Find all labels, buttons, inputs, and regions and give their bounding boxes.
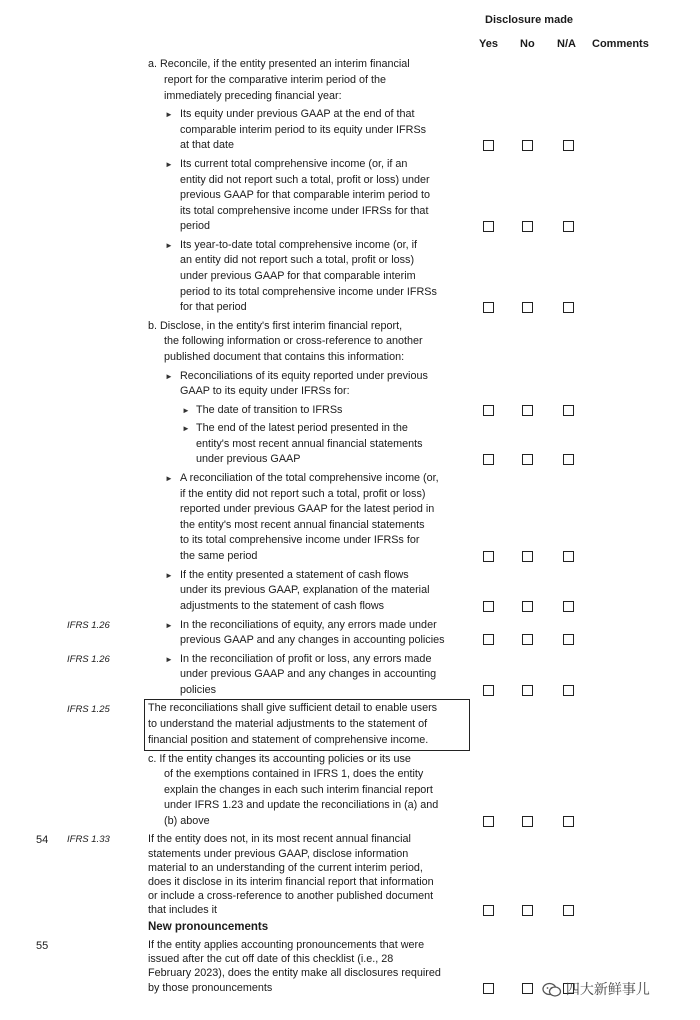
ifrs-reference: IFRS 1.26: [67, 654, 110, 665]
column-no-header: No: [520, 38, 535, 50]
item-b-b3-line-3: adjustments to the statement of cash flows: [180, 600, 385, 612]
item-54-line-2: statements under previous GAAP, disclose information: [148, 848, 409, 860]
watermark-text: 四大新鲜事儿: [565, 981, 650, 997]
item-b-b5-line-2: under previous GAAP and any changes in accounting: [180, 668, 437, 680]
yes-checkbox[interactable]: [483, 983, 494, 994]
item-b-b5-line-1: In the reconciliation of profit or loss, any errors made: [180, 653, 432, 665]
item-b-line-2: the following information or cross-reference to another: [164, 335, 423, 347]
item-b-b3-line-1: If the entity presented a statement of cash flows: [180, 569, 409, 581]
no-checkbox[interactable]: [522, 816, 533, 827]
yes-checkbox[interactable]: [483, 454, 494, 465]
item-b-b3-line-2: under its previous GAAP, explanation of the material: [180, 584, 430, 596]
na-checkbox[interactable]: [563, 454, 574, 465]
boxed-note-line-1: The reconciliations shall give sufficient detail to enable users: [148, 702, 438, 714]
new-pronouncements-heading: New pronouncements: [148, 921, 269, 933]
item-c-line-4: under IFRS 1.23 and update the reconciliations in (a) and: [164, 799, 439, 811]
item-b-b1b-line-3: under previous GAAP: [196, 453, 301, 465]
na-checkbox[interactable]: [563, 221, 574, 232]
no-checkbox[interactable]: [522, 405, 533, 416]
no-checkbox[interactable]: [522, 634, 533, 645]
item-55-line-3: February 2023), does the entity make all disclosures required: [148, 967, 441, 979]
bullet-arrow-icon: ►: [165, 110, 173, 119]
ifrs-reference: IFRS 1.33: [67, 834, 110, 845]
ifrs-reference: IFRS 1.25: [67, 704, 110, 715]
sub-bullet-arrow-icon: ►: [182, 424, 190, 433]
item-a-b2-line-5: period: [180, 220, 211, 232]
item-54-line-4: does it disclose in its interim financial report that information: [148, 876, 434, 888]
item-b-b4-line-2: previous GAAP and any changes in accounting policies: [180, 634, 445, 646]
item-a-b3-line-4: period to its total comprehensive income under IFRSs: [180, 286, 437, 298]
item-b-line-1: b. Disclose, in the entity's first interim financial report,: [148, 320, 403, 332]
disclosure-made-header: Disclosure made: [485, 14, 574, 26]
na-checkbox[interactable]: [563, 685, 574, 696]
boxed-note-line-2: to understand the material adjustments to the statement of: [148, 718, 428, 730]
item-54-line-5: or include a cross-reference to another published document: [148, 890, 434, 902]
no-checkbox[interactable]: [522, 601, 533, 612]
bullet-arrow-icon: ►: [165, 474, 173, 483]
ifrs-reference: IFRS 1.26: [67, 620, 110, 631]
yes-checkbox[interactable]: [483, 905, 494, 916]
no-checkbox[interactable]: [522, 551, 533, 562]
no-checkbox[interactable]: [522, 302, 533, 313]
item-b-b2-line-5: to its total comprehensive income under IFRSs for: [180, 534, 420, 546]
yes-checkbox[interactable]: [483, 302, 494, 313]
item-b-b2-line-4: the entity's most recent annual financial statements: [180, 519, 425, 531]
na-checkbox[interactable]: [563, 905, 574, 916]
item-55-line-2: issued after the cut off date of this checklist (i.e., 28: [148, 953, 394, 965]
no-checkbox[interactable]: [522, 454, 533, 465]
item-54-line-1: If the entity does not, in its most recent annual financial: [148, 833, 411, 845]
yes-checkbox[interactable]: [483, 685, 494, 696]
item-b-b1a-line-1: The date of transition to IFRSs: [196, 404, 343, 416]
na-checkbox[interactable]: [563, 140, 574, 151]
column-yes-header: Yes: [479, 38, 498, 50]
item-b-b2-line-1: A reconciliation of the total comprehensive income (or,: [180, 472, 439, 484]
yes-checkbox[interactable]: [483, 601, 494, 612]
no-checkbox[interactable]: [522, 685, 533, 696]
item-b-b4-line-1: In the reconciliations of equity, any errors made under: [180, 619, 437, 631]
bullet-arrow-icon: ►: [165, 372, 173, 381]
item-b-b1-line-2: GAAP to its equity under IFRSs for:: [180, 385, 350, 397]
item-a-b1-line-1: Its equity under previous GAAP at the end of that: [180, 108, 415, 120]
boxed-note-line-3: financial position and statement of comprehensive income.: [148, 734, 429, 746]
item-a-b2-line-3: previous GAAP for that comparable interim period to: [180, 189, 431, 201]
item-54-line-6: that includes it: [148, 904, 218, 916]
item-b-b1b-line-1: The end of the latest period presented in the: [196, 422, 408, 434]
yes-checkbox[interactable]: [483, 140, 494, 151]
item-b-b2-line-2: if the entity did not report such a total, profit or loss): [180, 488, 426, 500]
yes-checkbox[interactable]: [483, 221, 494, 232]
item-c-line-1: c. If the entity changes its accounting policies or its use: [148, 753, 411, 765]
item-a-b1-line-2: comparable interim period to its equity under IFRSs: [180, 124, 427, 136]
na-checkbox[interactable]: [563, 551, 574, 562]
item-c-line-3: explain the changes in each such interim financial report: [164, 784, 433, 796]
item-a-b2-line-1: Its current total comprehensive income (or, if an: [180, 158, 408, 170]
item-b-b2-line-3: reported under previous GAAP for the latest period in: [180, 503, 435, 515]
no-checkbox[interactable]: [522, 140, 533, 151]
bullet-arrow-icon: ►: [165, 160, 173, 169]
item-b-b1-line-1: Reconciliations of its equity reported under previous: [180, 370, 428, 382]
item-a-line-2: report for the comparative interim period of the: [164, 74, 387, 86]
item-a-b3-line-1: Its year-to-date total comprehensive income (or, if: [180, 239, 418, 251]
na-checkbox[interactable]: [563, 634, 574, 645]
item-b-b1b-line-2: entity's most recent annual financial statements: [196, 438, 423, 450]
bullet-arrow-icon: ►: [165, 571, 173, 580]
column-comments-header: Comments: [592, 38, 649, 50]
item-number: 55: [36, 940, 49, 952]
na-checkbox[interactable]: [563, 302, 574, 313]
yes-checkbox[interactable]: [483, 551, 494, 562]
bullet-arrow-icon: ►: [165, 621, 173, 630]
watermark: [542, 980, 650, 998]
item-a-b1-line-3: at that date: [180, 139, 235, 151]
na-checkbox[interactable]: [563, 816, 574, 827]
item-b-line-3: published document that contains this information:: [164, 351, 405, 363]
na-checkbox[interactable]: [563, 601, 574, 612]
yes-checkbox[interactable]: [483, 634, 494, 645]
sub-bullet-arrow-icon: ►: [182, 406, 190, 415]
no-checkbox[interactable]: [522, 983, 533, 994]
item-a-line-1: a. Reconcile, if the entity presented an interim financial: [148, 58, 410, 70]
item-c-line-2: of the exemptions contained in IFRS 1, does the entity: [164, 768, 424, 780]
item-b-b5-line-3: policies: [180, 684, 217, 696]
na-checkbox[interactable]: [563, 405, 574, 416]
item-a-b3-line-2: an entity did not report such a total, profit or loss): [180, 254, 415, 266]
column-na-header: N/A: [557, 38, 576, 50]
item-number: 54: [36, 834, 49, 846]
no-checkbox[interactable]: [522, 221, 533, 232]
item-55-line-4: by those pronouncements: [148, 982, 273, 994]
item-c-line-5: (b) above: [164, 815, 210, 827]
item-54-line-3: material to an understanding of the current interim period,: [148, 862, 423, 874]
item-a-b2-line-4: its total comprehensive income under IFRSs for that: [180, 205, 429, 217]
wechat-icon: [542, 981, 566, 997]
no-checkbox[interactable]: [522, 905, 533, 916]
item-a-b3-line-5: for that period: [180, 301, 247, 313]
bullet-arrow-icon: ►: [165, 241, 173, 250]
item-a-b3-line-3: under previous GAAP for that comparable interim: [180, 270, 416, 282]
item-a-line-3: immediately preceding financial year:: [164, 90, 342, 102]
item-a-b2-line-2: entity did not report such a total, profit or loss) under: [180, 174, 430, 186]
yes-checkbox[interactable]: [483, 816, 494, 827]
item-55-line-1: If the entity applies accounting pronouncements that were: [148, 939, 425, 951]
yes-checkbox[interactable]: [483, 405, 494, 416]
bullet-arrow-icon: ►: [165, 655, 173, 664]
item-b-b2-line-6: the same period: [180, 550, 258, 562]
